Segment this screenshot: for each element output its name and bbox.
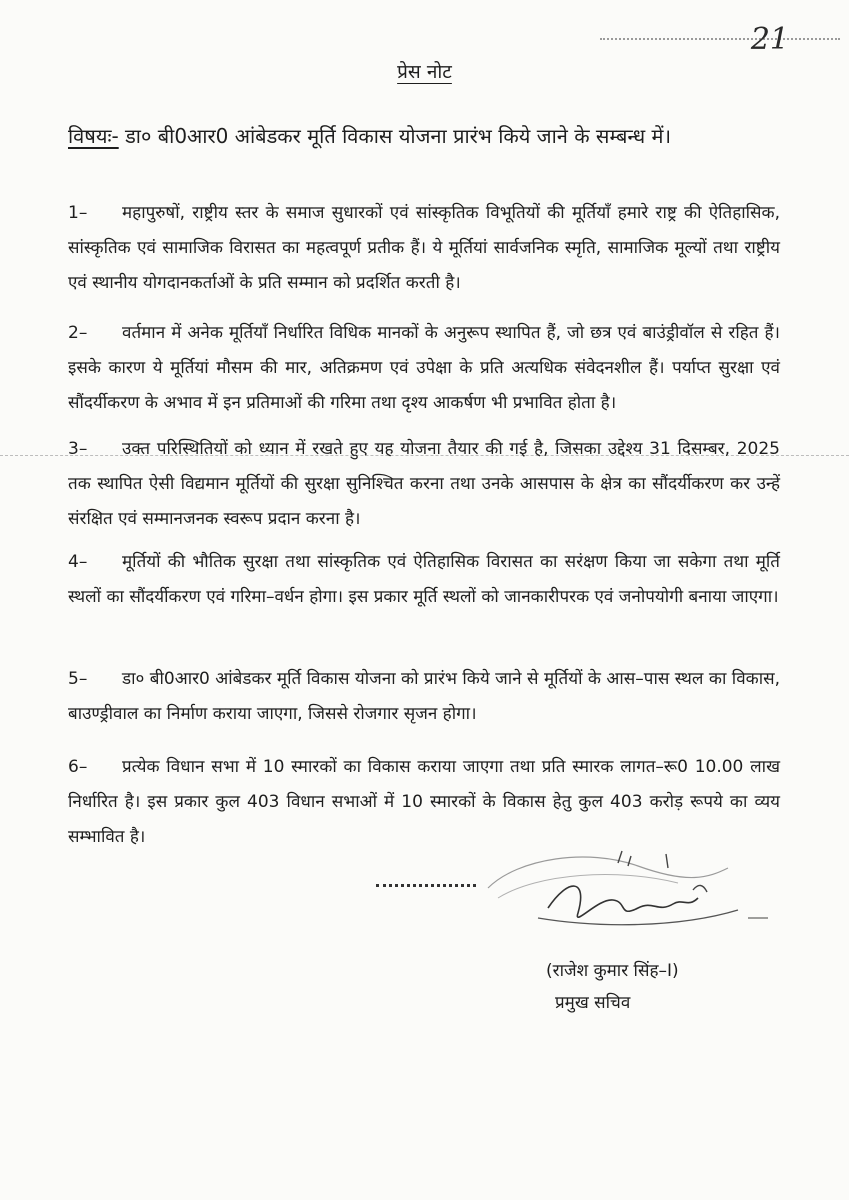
paragraph-text: डा० बी0आर0 आंबेडकर मूर्ति विकास योजना को प्रारंभ किये जाने से मूर्तियों के आस–पास स्थल का विकास, बाउण्ड्रीवाल का निर्माण कराया जाएगा, जिससे रोजगार सृजन होगा। bbox=[68, 669, 780, 724]
paragraph-text: वर्तमान में अनेक मूर्तियाँ निर्धारित विधिक मानकों के अनुरूप स्थापित हैं, जो छत्र एवं बाउंड्रीवॉल से रहित हैं। इसके कारण ये मूर्तियां मौसम की मार, अतिक्रमण एवं उपेक्षा के प्रति अत्यधिक संवेदनशील हैं। पर्याप्त सुरक्षा एवं सौंदर्यीकरण के अभाव में इन प्रतिमाओं की गरिमा तथा दृश्य आकर्षण भी प्रभावित होता है। bbox=[68, 323, 780, 413]
subject-line bbox=[68, 122, 788, 149]
paragraph-2 bbox=[68, 316, 780, 421]
subject-text: डा० बी0आर0 आंबेडकर मूर्ति विकास योजना प्रारंभ किये जाने के सम्बन्ध में। bbox=[125, 124, 672, 148]
paragraph-number: 2– bbox=[68, 323, 88, 343]
paragraph-number: 3– bbox=[68, 439, 88, 459]
paragraph-text: प्रत्येक विधान सभा में 10 स्मारकों का विकास कराया जाएगा तथा प्रति स्मारक लागत–रू0 10.00 लाख निर्धारित है। इस प्रकार कुल 403 विधान सभाओं में 10 स्मारकों के विकास हेतु कुल 403 करोड़ रूपये का व्यय सम्भावित है। bbox=[68, 757, 780, 847]
paragraph-number: 6– bbox=[68, 757, 88, 777]
paragraph-number: 5– bbox=[68, 669, 88, 689]
signatory-name: (राजेश कुमार सिंह–I) bbox=[546, 961, 679, 981]
page-number: 21 bbox=[750, 22, 789, 57]
paragraph-text: उक्त परिस्थितियों को ध्यान में रखते हुए यह योजना तैयार की गई है, जिसका उद्देश्य 31 दिसम्बर, 2025 तक स्थापित ऐसी विद्यमान मूर्तियों की सुरक्षा सुनिश्चित करना तथा उनके आसपास के क्षेत्र का सौंदर्यीकरण कर उन्हें संरक्षित एवं सम्मानजनक स्वरूप प्रदान करना है। bbox=[68, 439, 780, 529]
signature-dotted-line bbox=[376, 884, 476, 889]
signatory-designation: प्रमुख सचिव bbox=[555, 993, 631, 1013]
paragraph-number: 1– bbox=[68, 203, 88, 223]
paragraph-5 bbox=[68, 662, 780, 732]
corner-scan-marks bbox=[600, 38, 840, 42]
subject-label: विषयः- bbox=[68, 124, 119, 148]
paragraph-number: 4– bbox=[68, 552, 88, 572]
handwritten-signature bbox=[478, 838, 778, 948]
page-title bbox=[0, 58, 849, 84]
paragraph-4 bbox=[68, 545, 780, 615]
paragraph-1 bbox=[68, 196, 780, 301]
title-text: प्रेस नोट bbox=[397, 61, 452, 83]
paragraph-3 bbox=[68, 432, 780, 537]
paragraph-text: मूर्तियों की भौतिक सुरक्षा तथा सांस्कृतिक एवं ऐतिहासिक विरासत का सरंक्षण किया जा सकेगा तथा मूर्ति स्थलों का सौंदर्यीकरण एवं गरिमा–वर्धन होगा। इस प्रकार मूर्ति स्थलों को जानकारीपरक एवं जनोपयोगी बनाया जाएगा। bbox=[68, 552, 780, 607]
paragraph-text: महापुरुषों, राष्ट्रीय स्तर के समाज सुधारकों एवं सांस्कृतिक विभूतियों की मूर्तियाँ हमारे राष्ट्र की ऐतिहासिक, सांस्कृतिक एवं सामाजिक विरासत का महत्वपूर्ण प्रतीक हैं। ये मूर्तियां सार्वजनिक स्मृति, सामाजिक मूल्यों तथा राष्ट्रीय एवं स्थानीय योगदानकर्ताओं के प्रति सम्मान को प्रदर्शित करती है। bbox=[68, 203, 780, 293]
